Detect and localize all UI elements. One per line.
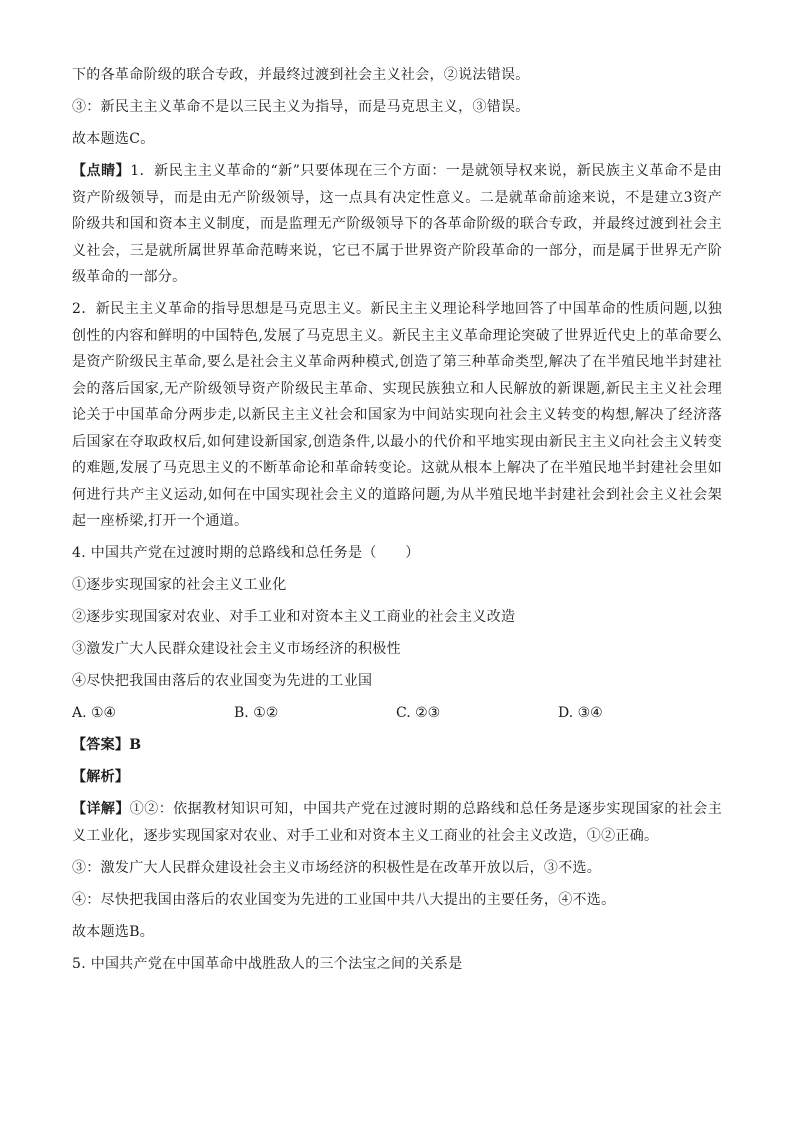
choice-b: B. ①② (234, 705, 279, 721)
question-4-choices (72, 700, 722, 727)
detail-paragraph-2: ③：激发广大人民群众建设社会主义市场经济的积极性是在改革开放以后，③不选。 (72, 859, 602, 876)
paragraph-5: 2．新民主主义革命的指导思想是马克思主义。新民主主义理论科学地回答了中国革命的性质问题,以独创性的内容和鲜明的中国特色,发展了马克思主义。新民主主义革命理论突破了世界近代史上的革命要么是资产阶级民主革命,要么是社会主义革命两种模式,创造了第三种革命类型,解决了在半殖民地半封建社会的落后国家,无产阶级领导资产阶级民主革命、实现民族独立和人民解放的新课题,新民主主义社会理论关于中国革命分两步走,以新民主主义社会和国家为中间站实现向社会主义转变的构想,解决了经济落后国家在夺取政权后,如何建设新国家,创造条件,以最小的代价和平地实现由新民主主义向社会主义转变的难题,发展了马克思主义的不断革命论和革命转变论。这就从根本上解决了在半殖民地半封建社会里如何进行共产主义运动,如何在中国实现社会主义的道路问题,为从半殖民地半封建社会到社会主义社会架起一座桥梁,打开一个通道。 (72, 301, 722, 529)
question-4-option-4: ④尽快把我国由落后的农业国变为先进的工业国 (72, 673, 373, 689)
detail-text-1: ①②：依据教材知识可知，中国共产党在过渡时期的总路线和总任务是逐步实现国家的社会主义工业化，逐步实现国家对农业、对手工业和对资本主义工商业的社会主义改造，①②正确。 (72, 801, 722, 844)
detail-paragraph-4: 故本题选B。 (72, 923, 155, 940)
tip-paragraph (72, 158, 722, 291)
tip-tag: 【点睛】 (72, 163, 131, 179)
question-4: 4. 中国共产党在过渡时期的总路线和总任务是（ ） (72, 545, 420, 561)
choice-d: D. ③④ (558, 705, 603, 721)
answer-label: 【答案】B (72, 737, 142, 753)
detail-tag: 【详解】 (72, 801, 130, 817)
detail-paragraph-1 (72, 796, 722, 849)
question-4-option-3: ③激发广大人民群众建设社会主义市场经济的积极性 (72, 641, 401, 657)
choice-c: C. ②③ (396, 705, 441, 721)
paragraph-2: ③：新民主主义革命不是以三民主义为指导，而是马克思主义，③错误。 (72, 99, 530, 115)
document-page (72, 62, 722, 983)
paragraph-1: 下的各革命阶级的联合专政，并最终过渡到社会主义社会，②说法错误。 (72, 67, 530, 83)
question-4-option-2: ②逐步实现国家对农业、对手工业和对资本主义工商业的社会主义改造 (72, 609, 516, 625)
paragraph-3: 故本题选C。 (72, 131, 155, 147)
tip-text: 1．新民主主义革命的“新”只要体现在三个方面：一是就领导权来说，新民族主义革命不是由资产阶级领导，而是由无产阶级领导，这一点具有决定性意义。二是就革命前途来说，不是建立3资产阶级共和国和资本主义制度，而是监理无产阶级领导下的各革命阶级的联合专政，并最终过渡到社会主义社会，三是就所属世界革命范畴来说，它已不属于世界资产阶段革命的一部分，而是属于世界无产阶级革命的一部分。 (72, 163, 723, 285)
choice-a: A. ①④ (72, 705, 117, 721)
analysis-label: 【解析】 (72, 769, 130, 785)
detail-paragraph-3: ④：尽快把我国由落后的农业国变为先进的工业国中共八大提出的主要任务，④不选。 (72, 891, 616, 908)
question-5: 5. 中国共产党在中国革命中战胜敌人的三个法宝之间的关系是 (72, 955, 463, 972)
question-4-option-1: ①逐步实现国家的社会主义工业化 (72, 577, 287, 593)
